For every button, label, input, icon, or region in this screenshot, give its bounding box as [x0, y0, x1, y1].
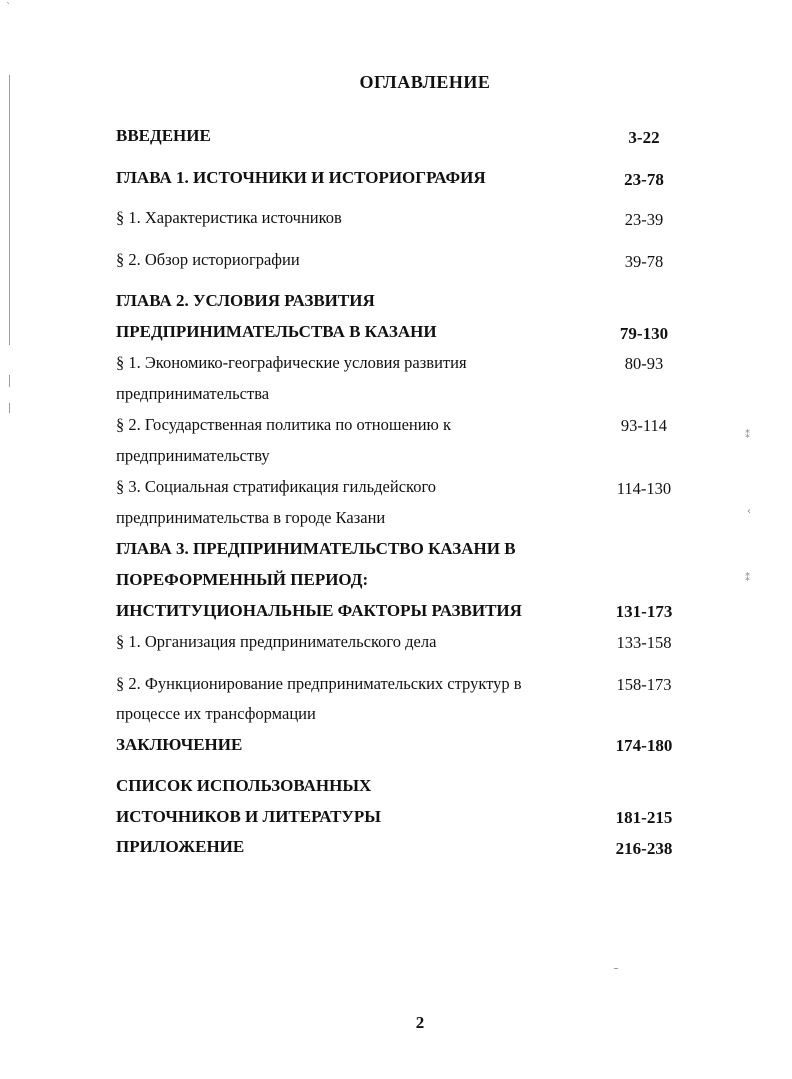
- toc-entry-section-2-2-line1: § 2. Государственная политика по отношению к: [116, 415, 452, 434]
- page-number: 2: [415, 1013, 425, 1032]
- toc-entry-bibliography-line1: СПИСОК ИСПОЛЬЗОВАННЫХ: [116, 776, 372, 795]
- toc-pages-chapter-2: 79-130: [619, 324, 669, 343]
- scan-speck: [614, 968, 618, 969]
- scan-edge-mark: [9, 375, 10, 387]
- toc-pages-section-2-3: 114-130: [616, 479, 672, 498]
- scan-speck: ‹: [747, 506, 751, 517]
- toc-pages-appendix: 216-238: [615, 839, 673, 858]
- toc-entry-conclusion: ЗАКЛЮЧЕНИЕ: [116, 735, 243, 754]
- toc-entry-chapter-3-line3: ИНСТИТУЦИОНАЛЬНЫЕ ФАКТОРЫ РАЗВИТИЯ: [116, 601, 522, 620]
- toc-pages-section-3-1: 133-158: [616, 633, 672, 652]
- toc-pages-section-3-2: 158-173: [616, 675, 672, 694]
- toc-entry-section-2-3-line2: предпринимательства в городе Казани: [116, 508, 386, 527]
- toc-pages-section-2-2: 93-114: [620, 416, 668, 435]
- toc-entry-chapter-3-line2: ПОРЕФОРМЕННЫЙ ПЕРИОД:: [116, 570, 369, 589]
- toc-entry-section-1-1: § 1. Характеристика источников: [116, 208, 342, 227]
- toc-pages-conclusion: 174-180: [615, 736, 673, 755]
- page-title: ОГЛАВЛЕНИЕ: [359, 72, 491, 92]
- toc-entry-section-3-2-line1: § 2. Функционирование предпринимательских структур в: [116, 674, 522, 693]
- toc-pages-chapter-3: 131-173: [615, 602, 673, 621]
- toc-entry-introduction: ВВЕДЕНИЕ: [116, 126, 211, 145]
- toc-entry-chapter-2-line1: ГЛАВА 2. УСЛОВИЯ РАЗВИТИЯ: [116, 291, 375, 310]
- scan-speck: ⁑: [745, 573, 750, 584]
- toc-entry-chapter-3-line1: ГЛАВА 3. ПРЕДПРИНИМАТЕЛЬСТВО КАЗАНИ В: [116, 539, 516, 558]
- toc-pages-section-2-1: 80-93: [624, 354, 664, 373]
- toc-entry-chapter-2-line2: ПРЕДПРИНИМАТЕЛЬСТВА В КАЗАНИ: [116, 322, 437, 341]
- scan-speck: ⁑: [745, 430, 750, 441]
- toc-entry-bibliography-line2: ИСТОЧНИКОВ И ЛИТЕРАТУРЫ: [116, 807, 381, 826]
- scan-edge-mark: [9, 403, 10, 413]
- scan-edge-mark: [9, 75, 10, 345]
- toc-entry-section-2-1-line2: предпринимательства: [116, 384, 270, 403]
- scan-speck: ˋ: [6, 2, 11, 13]
- toc-entry-chapter-1: ГЛАВА 1. ИСТОЧНИКИ И ИСТОРИОГРАФИЯ: [116, 168, 486, 187]
- toc-entry-section-2-3-line1: § 3. Социальная стратификация гильдейского: [116, 477, 437, 496]
- toc-entry-appendix: ПРИЛОЖЕНИЕ: [116, 837, 245, 856]
- toc-entry-section-3-1: § 1. Организация предпринимательского дела: [116, 632, 437, 651]
- toc-entry-section-2-1-line1: § 1. Экономико-географические условия развития: [116, 353, 467, 372]
- toc-pages-chapter-1: 23-78: [624, 170, 664, 189]
- toc-entry-section-1-2: § 2. Обзор историографии: [116, 250, 300, 269]
- toc-entry-section-2-2-line2: предпринимательству: [116, 446, 270, 465]
- toc-pages-section-1-2: 39-78: [624, 252, 664, 271]
- toc-pages-section-1-1: 23-39: [624, 210, 664, 229]
- toc-entry-section-3-2-line2: процессе их трансформации: [116, 704, 316, 723]
- toc-pages-bibliography: 181-215: [615, 808, 673, 827]
- toc-pages-introduction: 3-22: [628, 128, 660, 147]
